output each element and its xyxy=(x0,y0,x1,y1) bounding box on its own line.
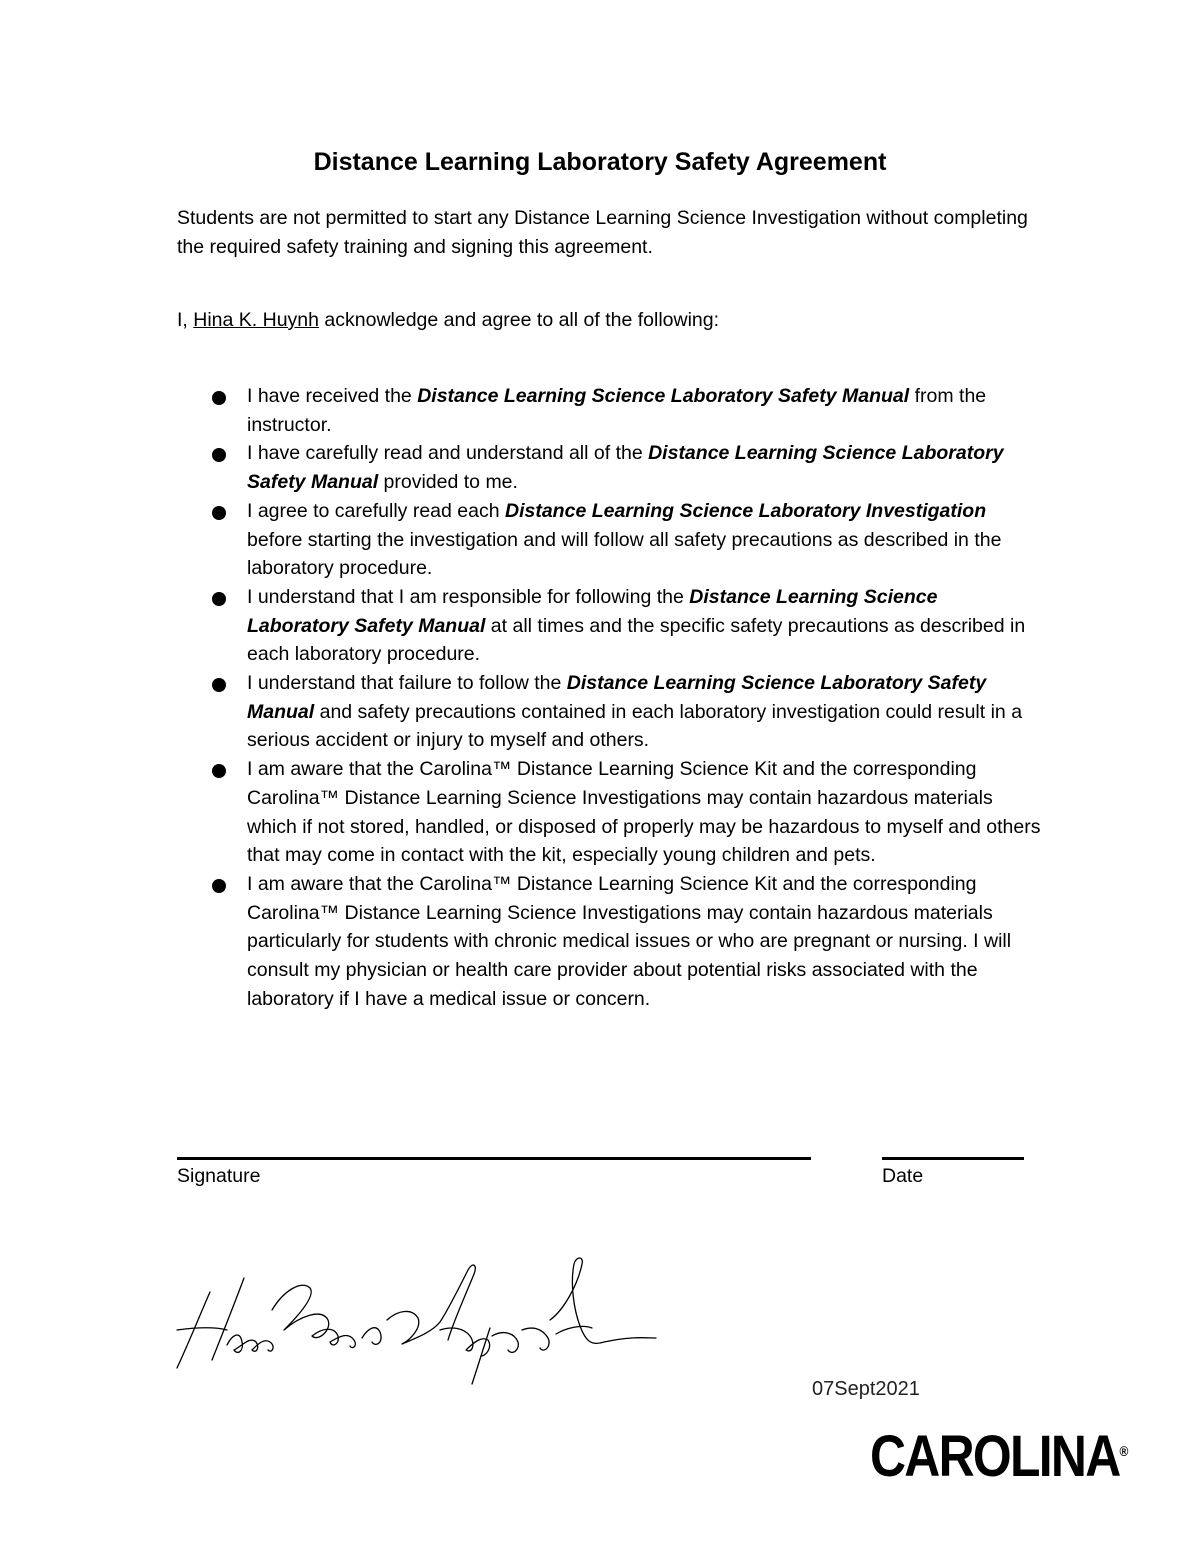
agreement-item xyxy=(212,382,1042,439)
agreement-text: before starting the investigation and will follow all safety precautions as described in the laboratory procedure. xyxy=(247,528,1002,580)
agreement-text: provided to me. xyxy=(378,471,518,494)
bullet-dot-icon xyxy=(212,879,226,893)
date-value: 07Sept2021 xyxy=(812,1378,920,1400)
logo-text-o: O xyxy=(972,1424,1011,1489)
student-name: Hina K. Huynh xyxy=(193,309,319,331)
agreement-item xyxy=(212,669,1042,755)
bullet-dot-icon xyxy=(212,592,226,606)
agreement-item xyxy=(212,755,1042,870)
agreement-text: I am aware that the Carolina™ Distance Learning Science Kit and the corresponding Carolina™ Distance Learning Science Investigations may contain hazardous materials particularly for students with chronic medical issues or who are pregnant or nursing. I will consult my physician or health care provider about potential risks associated with the laboratory if I have a medical issue or concern. xyxy=(247,872,1012,1010)
agreement-text: from the instructor. xyxy=(247,385,987,436)
intro-paragraph: Students are not permitted to start any Distance Learning Science Investigation without completing the required safety training and signing this agreement. xyxy=(177,207,1028,258)
signature-label: Signature xyxy=(177,1165,261,1187)
agreement-item xyxy=(212,583,1042,669)
manual-title-emphasis: Distance Learning Science Laboratory Safety Manual xyxy=(247,672,987,723)
acknowledgement-line xyxy=(177,306,1057,335)
date-line xyxy=(882,1157,1024,1160)
agreement-text: I am aware that the Carolina™ Distance Learning Science Kit and the corresponding Carolina™ Distance Learning Science Investigations may contain hazardous materials which if not stored, handled, or disposed of properly may be hazardous to myself and others that may come in contact with the kit, especially young children and pets. xyxy=(247,758,1041,867)
handwritten-signature xyxy=(172,1250,672,1390)
carolina-logo xyxy=(870,1422,1129,1492)
signature-line xyxy=(177,1157,811,1160)
bullet-dot-icon xyxy=(212,764,226,778)
bullet-dot-icon xyxy=(212,448,226,462)
manual-title-emphasis: Distance Learning Science Laboratory Safety Manual xyxy=(417,385,910,407)
agreement-item xyxy=(212,439,1042,496)
agreement-text: I have carefully read and understand all of the xyxy=(247,442,649,465)
bullet-dot-icon xyxy=(212,678,226,692)
manual-title-emphasis: Distance Learning Science Laboratory Safety Manual xyxy=(247,442,1004,494)
agreement-item xyxy=(212,497,1042,583)
agreement-text: I understand that I am responsible for following the xyxy=(247,585,690,608)
ack-prefix: I, xyxy=(177,309,194,331)
page-title: Distance Learning Laboratory Safety Agreement xyxy=(313,148,887,176)
logo-text-left: CAR xyxy=(870,1424,973,1489)
agreement-list xyxy=(212,382,1042,1013)
registered-mark: ® xyxy=(1119,1443,1129,1459)
ack-suffix: acknowledge and agree to all of the following: xyxy=(319,309,720,331)
bullet-dot-icon xyxy=(212,391,226,405)
manual-title-emphasis: Distance Learning Science Laboratory Investigation xyxy=(505,499,987,522)
manual-title-emphasis: Distance Learning Science Laboratory Safety Manual xyxy=(247,585,938,637)
agreement-text: I have received the xyxy=(247,385,418,407)
agreement-text: I understand that failure to follow the xyxy=(247,672,567,695)
agreement-item xyxy=(212,870,1042,1014)
bullet-dot-icon xyxy=(212,506,226,520)
logo-text-right: LINA xyxy=(1010,1424,1120,1489)
agreement-text: I agree to carefully read each xyxy=(247,499,505,522)
agreement-text: and safety precautions contained in each laboratory investigation could result in a serious accident or injury to myself and others. xyxy=(247,700,1023,752)
date-label: Date xyxy=(882,1165,924,1187)
agreement-text: at all times and the specific safety precautions as described in each laboratory procedure. xyxy=(247,614,1026,666)
